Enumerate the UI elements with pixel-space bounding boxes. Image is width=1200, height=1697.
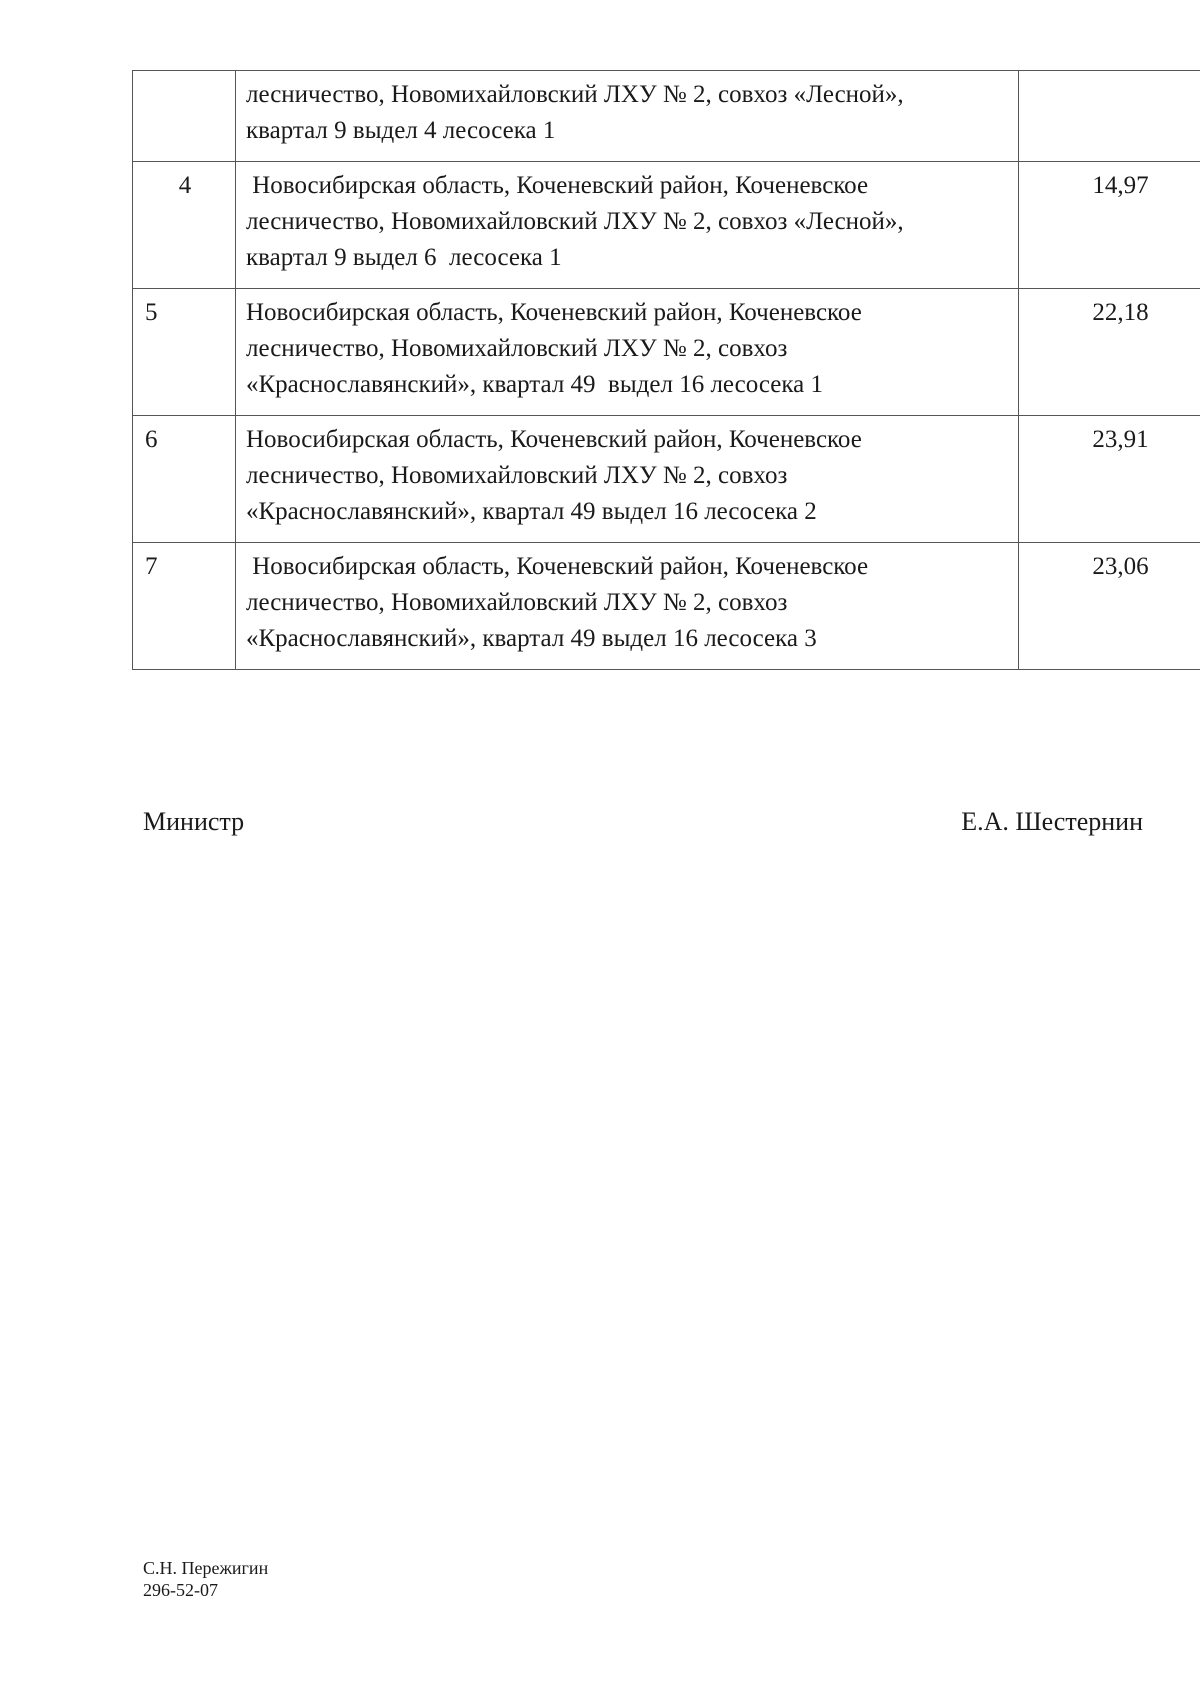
row-number-cell: 6 [133, 416, 236, 543]
table-row [133, 71, 1200, 162]
location-line: «Краснославянский», квартал 49 выдел 16 лесосека 1 [246, 371, 823, 398]
plot-location-cell [236, 416, 1019, 543]
plot-area-cell: 23,06 [1019, 543, 1200, 670]
signatory-title: Министр [143, 807, 245, 836]
plot-location-cell [236, 289, 1019, 416]
row-number-cell: 4 [133, 162, 236, 289]
location-line: «Краснославянский», квартал 49 выдел 16 лесосека 2 [246, 498, 817, 525]
location-line: «Краснославянский», квартал 49 выдел 16 лесосека 3 [246, 625, 817, 652]
location-line: лесничество, Новомихайловский ЛХУ № 2, совхоз «Лесной», [246, 208, 904, 235]
location-line: лесничество, Новомихайловский ЛХУ № 2, совхоз [246, 335, 788, 362]
table-row [133, 162, 1200, 289]
location-line: квартал 9 выдел 4 лесосека 1 [246, 117, 556, 144]
plot-location-cell [236, 162, 1019, 289]
table-row [133, 289, 1200, 416]
location-line: Новосибирская область, Коченевский район, Коченевское [246, 553, 869, 580]
executor-name: С.Н. Пережигин [143, 1558, 269, 1578]
plot-location-cell [236, 543, 1019, 670]
table-row [133, 416, 1200, 543]
location-line: лесничество, Новомихайловский ЛХУ № 2, совхоз «Лесной», [246, 81, 904, 108]
table-row [133, 543, 1200, 670]
plot-area-cell: 23,91 [1019, 416, 1200, 543]
row-number-cell: 5 [133, 289, 236, 416]
location-line: Новосибирская область, Коченевский район, Коченевское [246, 299, 862, 326]
plot-location-cell [236, 71, 1019, 162]
plot-area-cell [1019, 71, 1200, 162]
location-line: лесничество, Новомихайловский ЛХУ № 2, совхоз [246, 462, 788, 489]
executor-block [143, 1557, 268, 1601]
location-line: Новосибирская область, Коченевский район, Коченевское [246, 426, 862, 453]
signatory-name: Е.А. Шестернин [961, 807, 1143, 836]
row-number-cell: 7 [133, 543, 236, 670]
location-line: квартал 9 выдел 6 лесосека 1 [246, 244, 562, 271]
location-line: лесничество, Новомихайловский ЛХУ № 2, совхоз [246, 589, 788, 616]
forest-plots-table-body [133, 71, 1200, 670]
plot-area-cell: 14,97 [1019, 162, 1200, 289]
row-number-cell [133, 71, 236, 162]
executor-phone: 296-52-07 [143, 1580, 218, 1600]
forest-plots-table [132, 70, 1200, 670]
plot-area-cell: 22,18 [1019, 289, 1200, 416]
location-line: Новосибирская область, Коченевский район, Коченевское [246, 172, 869, 199]
